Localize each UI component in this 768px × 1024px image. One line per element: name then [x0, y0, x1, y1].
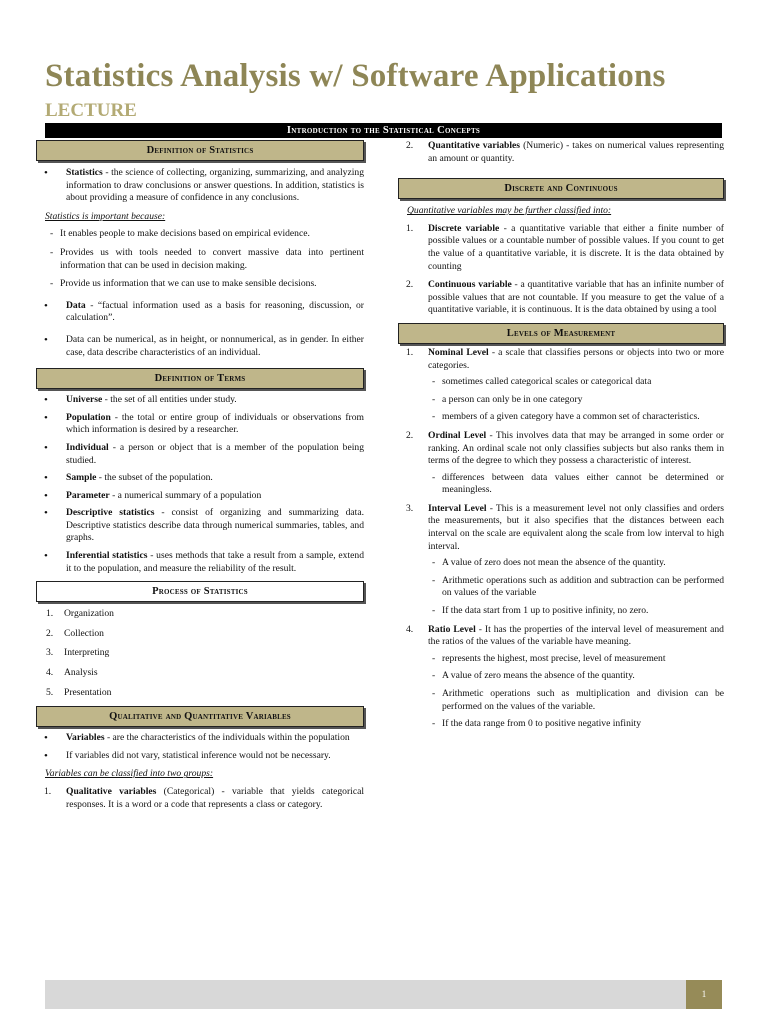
importance-list	[36, 228, 364, 290]
classification-label: Variables can be classified into two groups:	[45, 768, 214, 780]
step-label: Analysis	[64, 667, 98, 679]
list-item	[398, 140, 724, 165]
list-item	[36, 628, 364, 641]
nominal-sublist	[428, 376, 724, 424]
definition-text: - the subset of the population.	[96, 472, 213, 484]
list-number: 1.	[406, 222, 414, 234]
list-item: - members of a given category have a common set of characteristics.	[432, 411, 724, 424]
list-item: - sometimes called categorical scales or categorical data	[432, 376, 724, 389]
definition-text: - the science of collecting, organizing, summarizing, and analyzing information to draw conclusions or answer questions. In addition, statistics is about providing a measure of confidence in any conclusions.	[66, 167, 364, 204]
section-heading-process-of-statistics: Process of Statistics	[36, 581, 364, 602]
step-label: Interpreting	[64, 647, 110, 659]
list-number: 1.	[406, 346, 414, 358]
list-item	[36, 412, 364, 437]
list-item	[398, 624, 724, 731]
list-item	[36, 687, 364, 700]
definition-text: - a scale that classifies persons or objects into two or more categories.	[428, 346, 724, 371]
list-item: • If variables did not vary, statistical inference would not be necessary.	[36, 750, 364, 763]
list-item	[398, 347, 724, 424]
list-number: 2.	[406, 140, 414, 151]
list-number: 4.	[46, 667, 54, 679]
list-item	[36, 490, 364, 503]
process-steps-list	[36, 608, 364, 699]
term-continuous: Continuous variable	[428, 279, 512, 291]
section-heading-definition-of-terms: Definition of Terms	[36, 368, 364, 389]
list-item	[36, 786, 364, 811]
term-ratio: Ratio Level	[428, 623, 476, 635]
section-heading-definition-of-statistics: Definition of Statistics	[36, 140, 364, 161]
list-number: 2.	[406, 429, 414, 441]
list-item	[36, 472, 364, 485]
importance-label: Statistics is important because:	[45, 210, 166, 222]
list-item	[36, 507, 364, 545]
variable-groups-list	[36, 786, 364, 811]
definition-text: - “factual information used as a basis for reasoning, discussion, or calculation”.	[66, 299, 364, 324]
definition-text: - It has the properties of the interval level of measurement and the ratios of the values of the variable have meaning.	[428, 623, 724, 648]
definition-text: - a quantitative variable that has an infinite number of possible values that are not countable. If you measure to get the value of a quantitative variable, it is continuous. It is the data obtained by using a tool	[428, 279, 725, 316]
ordinal-sublist	[428, 472, 724, 497]
term-interval: Interval Level	[428, 502, 487, 514]
definition-text: - a person or object that is a member of the population being studied.	[66, 441, 364, 466]
list-item	[398, 223, 724, 273]
definition-text: - a quantitative variable that either a finite number of possible values or a countable number of possible values. If you count to get the value of a quantitative variable, it is discrete. It is the data obtained by counting	[428, 222, 724, 272]
list-number: 3.	[406, 502, 414, 514]
definition-text: - This is a measurement level not only classifies and orders the measurements, but it also specifies that the distances between each interval on the scale are equivalent along the scale from low interval to high interval.	[428, 502, 724, 552]
list-item: - Provide us information that we can use to make sensible decisions.	[36, 278, 364, 291]
term-discrete: Discrete variable	[428, 222, 500, 234]
list-number: 1.	[46, 608, 54, 620]
list-item: - Arithmetic operations such as addition and subtraction can be performed on values of the variable	[432, 575, 724, 600]
list-item	[36, 167, 364, 205]
document-subtitle: LECTURE	[45, 100, 137, 121]
footer-bar	[45, 980, 686, 1009]
list-item	[398, 503, 724, 618]
list-item: - represents the highest, most precise, level of measurement	[432, 653, 724, 666]
list-item	[36, 732, 364, 745]
statistics-definition-list	[36, 167, 364, 205]
terms-list	[36, 394, 364, 575]
page-number: 1	[686, 980, 722, 1009]
list-item	[36, 667, 364, 680]
variables-list	[36, 732, 364, 762]
list-item: - differences between data values either cannot be determined or meaningless.	[432, 472, 724, 497]
term-label: Descriptive statistics	[66, 507, 155, 519]
list-item	[36, 300, 364, 325]
term-variables: Variables	[66, 732, 105, 744]
list-item: • Data can be numerical, as in height, or nonnumerical, as in gender. In either case, data describe characteristics of an individual.	[36, 334, 364, 359]
list-number: 2.	[406, 279, 414, 291]
section-heading-qualitative-quantitative: Qualitative and Quantitative Variables	[36, 706, 364, 727]
list-item	[36, 647, 364, 660]
definition-text: - consist of organizing and summarizing data. Descriptive statistics describe data through numerical summaries, tables, and graphs.	[66, 507, 364, 544]
definition-text: - This involves data that may be arranged in some order or ranking. An ordinal scale not only classifies subjects but also ranks them in terms of the degree to which they possess a characteristic of interest.	[428, 429, 725, 467]
term-label: Sample	[66, 472, 97, 484]
term-label: Population	[66, 411, 111, 423]
right-column	[398, 140, 724, 737]
list-item	[36, 442, 364, 467]
definition-text: - the set of all entities under study.	[102, 394, 237, 406]
term-label: Parameter	[66, 489, 110, 501]
definition-text: - a numerical summary of a population	[109, 489, 262, 501]
term-label: Individual	[66, 441, 109, 453]
list-item	[398, 430, 724, 497]
list-item: - If the data start from 1 up to positive infinity, no zero.	[432, 605, 724, 618]
list-number: 1.	[44, 786, 52, 797]
list-number: 2.	[46, 627, 54, 639]
section-heading-levels-of-measurement: Levels of Measurement	[398, 323, 724, 344]
list-item	[398, 279, 724, 317]
term-nominal: Nominal Level	[428, 346, 489, 358]
list-number: 3.	[46, 647, 54, 659]
further-classification-label: Quantitative variables may be further classified into:	[407, 205, 612, 217]
topic-banner: Introduction to the Statistical Concepts	[45, 123, 722, 138]
section-heading-discrete-continuous: Discrete and Continuous	[398, 178, 724, 199]
list-item: - Arithmetic operations such as multiplication and division can be performed on the values of the variable.	[432, 688, 724, 713]
list-number: 4.	[406, 623, 414, 635]
term-label: Universe	[66, 394, 103, 406]
list-item	[36, 550, 364, 575]
variable-groups-list-continued	[398, 140, 724, 165]
interval-sublist	[428, 557, 724, 617]
discrete-continuous-list	[398, 223, 724, 317]
left-column	[36, 140, 364, 817]
definition-text: (Categorical) - variable that yields categorical responses. It is a word or a code that represents a class or category.	[66, 786, 364, 810]
list-item: - If the data range from 0 to positive negative infinity	[432, 718, 724, 731]
list-item: - A value of zero does not mean the absence of the quantity.	[432, 557, 724, 570]
data-definition-list	[36, 300, 364, 359]
list-item: - A value of zero means the absence of the quantity.	[432, 670, 724, 683]
term-quantitative: Quantitative variables	[428, 140, 521, 151]
list-number: 5.	[46, 686, 54, 698]
step-label: Collection	[64, 627, 104, 639]
list-item	[36, 608, 364, 621]
list-item: - It enables people to make decisions based on empirical evidence.	[36, 228, 364, 241]
term-qualitative: Qualitative variables	[66, 786, 157, 797]
list-item	[36, 394, 364, 407]
term-data: Data	[66, 299, 86, 311]
levels-list	[398, 347, 724, 731]
definition-text: - are the characteristics of the individuals within the population	[104, 732, 350, 744]
term-label: Inferential statistics	[66, 550, 148, 562]
list-item: - a person can only be in one category	[432, 394, 724, 407]
definition-text: (Numeric) - takes on numerical values representing an amount or quantity.	[428, 140, 725, 164]
step-label: Presentation	[64, 686, 112, 698]
definition-text: - uses methods that take a result from a sample, extend it to the population, and measure the reliability of the result.	[66, 550, 364, 574]
ratio-sublist	[428, 653, 724, 731]
term-statistics: Statistics	[66, 167, 103, 178]
definition-text: - the total or entire group of individuals or observations from which information is desired by a researcher.	[66, 411, 364, 436]
document-title: Statistics Analysis w/ Software Applications	[45, 58, 666, 94]
step-label: Organization	[64, 608, 114, 620]
term-ordinal: Ordinal Level	[428, 429, 487, 441]
list-item: - Provides us with tools needed to convert massive data into pertinent information that can be used in decision making.	[36, 247, 364, 272]
